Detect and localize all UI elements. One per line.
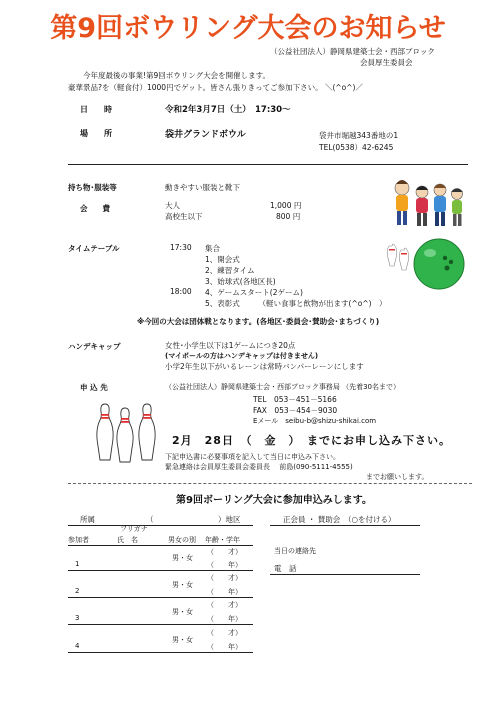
place-address: 袋井市堀越343番地の1 (319, 131, 399, 140)
col-gender: 男女の別 (168, 536, 196, 544)
timetable-time: 18:00 (170, 287, 192, 296)
timetable-item: 1、開会式 (205, 255, 240, 264)
place-label: 場 所 (80, 129, 112, 138)
handicap-line3: 小学2年生以下がいるレーンは常時バンパーレーンにします (165, 362, 364, 371)
place-value: 袋井グランドボウル (165, 130, 246, 140)
apply-note1: 下記申込書に必要事項を記入して当日に申込み下さい。 (165, 453, 340, 461)
fee-amount-student: 800 円 (276, 212, 301, 221)
apply-fax: FAX 053－454－9030 (253, 406, 338, 415)
timetable-item: 5、表彰式 （軽い食事と飲物が出ます(^o^) ） (205, 299, 387, 308)
row-number: 4 (75, 642, 80, 650)
organizer-line1: （公益社団法人）静岡県建築士会・西部ブロック (270, 47, 435, 56)
deadline-text: 2月 28日 （ 金 ） までにお申し込み下さい。 (172, 434, 451, 447)
apply-line1: （公益社団法人）静岡県建築士会・西部ブロック事務局 （先着30名まで） (165, 383, 400, 391)
furigana-label: フリガナ (120, 525, 148, 533)
fee-label: 会 費 (80, 204, 110, 213)
row-underline (68, 570, 253, 571)
row-gender[interactable]: 男・女 (172, 608, 193, 616)
col-participant: 参加者 (68, 536, 89, 544)
affiliation-paren-open: （ (146, 515, 154, 524)
header-underline (68, 545, 253, 546)
cut-line (68, 483, 472, 484)
apply-label: 申 込 先 (80, 383, 108, 392)
same-day-contact-label: 当日の連絡先 (274, 547, 316, 555)
bowling-pin-icon (117, 408, 133, 462)
bowlers-illustration (388, 176, 466, 238)
row-underline (68, 652, 253, 653)
bowling-pin-icon (139, 404, 155, 460)
apply-email: Eメール seibu-b@shizu-shikai.com (253, 417, 377, 425)
bowling-pin-icon (97, 404, 113, 460)
member-type-underline (270, 525, 420, 526)
col-age: 年齢・学年 (205, 536, 240, 544)
row-underline (68, 597, 253, 598)
timetable-time: 17:30 (170, 243, 192, 252)
row-gender[interactable]: 男・女 (172, 636, 193, 644)
bowling-pins-illustration (93, 402, 163, 464)
apply-tel: TEL 053－451－5166 (253, 395, 337, 404)
row-grade[interactable]: （ 年） (207, 615, 242, 623)
fee-who-adult: 大人 (165, 201, 180, 210)
row-grade[interactable]: （ 年） (207, 588, 242, 596)
date-label: 日 時 (80, 105, 112, 114)
row-number: 3 (75, 614, 80, 622)
row-age[interactable]: （ 才） (207, 574, 242, 582)
apply-note3: までお願いします。 (366, 473, 429, 481)
row-grade[interactable]: （ 年） (207, 643, 242, 651)
intro-line2: 豪華景品?を（軽食付）1000円でゲット。皆さん張りきってご参加下さい。 ＼(^o^)／ (68, 83, 363, 92)
bowling-ball-icon (414, 239, 464, 289)
ball-and-pins-illustration (383, 236, 473, 292)
team-note: ※今回の大会は団体戦となります。(各地区･委員会･賛助会･まちづくり) (137, 317, 380, 326)
bowler-figure-icon (416, 186, 428, 226)
timetable-item: 集合 (205, 244, 220, 253)
place-tel: TEL(0538）42-6245 (319, 143, 394, 152)
form-title: 第9回ボーリング大会に参加申込みします。 (176, 495, 372, 506)
small-pin-icon (399, 248, 409, 270)
date-value: 令和2年3月7日（土） 17:30～ (165, 105, 291, 115)
timetable-item: 4、ゲームスタート(2ゲーム) (205, 288, 303, 297)
row-grade[interactable]: （ 年） (207, 561, 242, 569)
fee-who-student: 高校生以下 (165, 212, 203, 221)
row-number: 2 (75, 587, 80, 595)
fee-amount-adult: 1,000 円 (270, 201, 302, 210)
affiliation-paren-close: ）地区 (218, 515, 241, 524)
col-name: 氏 名 (117, 536, 138, 544)
page-title: 第9回ボウリング大会のお知らせ (50, 13, 446, 44)
timetable-item: 3、始球式(各地区長) (205, 277, 276, 286)
handicap-label: ハンデキャップ (68, 342, 121, 351)
belongings-value: 動きやすい服装と靴下 (165, 183, 240, 192)
bowler-figure-icon (451, 189, 463, 227)
affiliation-label: 所属 (80, 515, 95, 524)
row-gender[interactable]: 男・女 (172, 554, 193, 562)
row-age[interactable]: （ 才） (207, 548, 242, 556)
bowler-figure-icon (395, 180, 409, 225)
phone-underline[interactable] (270, 574, 420, 575)
apply-note2: 緊急連絡は会員厚生委員会委員長 前島(090-5111-4555) (165, 463, 353, 471)
organizer-line2: 会員厚生委員会 (360, 58, 413, 67)
member-type-choice[interactable]: 正会員 ・ 賛助会 （○を付ける） (283, 515, 396, 524)
phone-label: 電 話 (274, 564, 297, 573)
bowler-figure-icon (434, 184, 446, 226)
section-divider (68, 164, 468, 165)
row-age[interactable]: （ 才） (207, 601, 242, 609)
row-gender[interactable]: 男・女 (172, 581, 193, 589)
affiliation-underline[interactable] (68, 525, 253, 526)
row-age[interactable]: （ 才） (207, 629, 242, 637)
small-pin-icon (387, 244, 397, 266)
handicap-line1: 女性･小学生以下は1ゲームにつき20点 (165, 341, 296, 350)
handicap-line2: (マイボールの方はハンデキャップは付きません) (165, 352, 319, 360)
row-number: 1 (75, 560, 80, 568)
belongings-label: 持ち物･服装等 (68, 183, 117, 192)
row-underline (68, 624, 253, 625)
timetable-label: タイムテーブル (68, 244, 120, 253)
timetable-item: 2、練習タイム (205, 266, 255, 275)
intro-line1: 今年度最後の事業!第9回ボウリング大会を開催します。 (83, 71, 271, 80)
